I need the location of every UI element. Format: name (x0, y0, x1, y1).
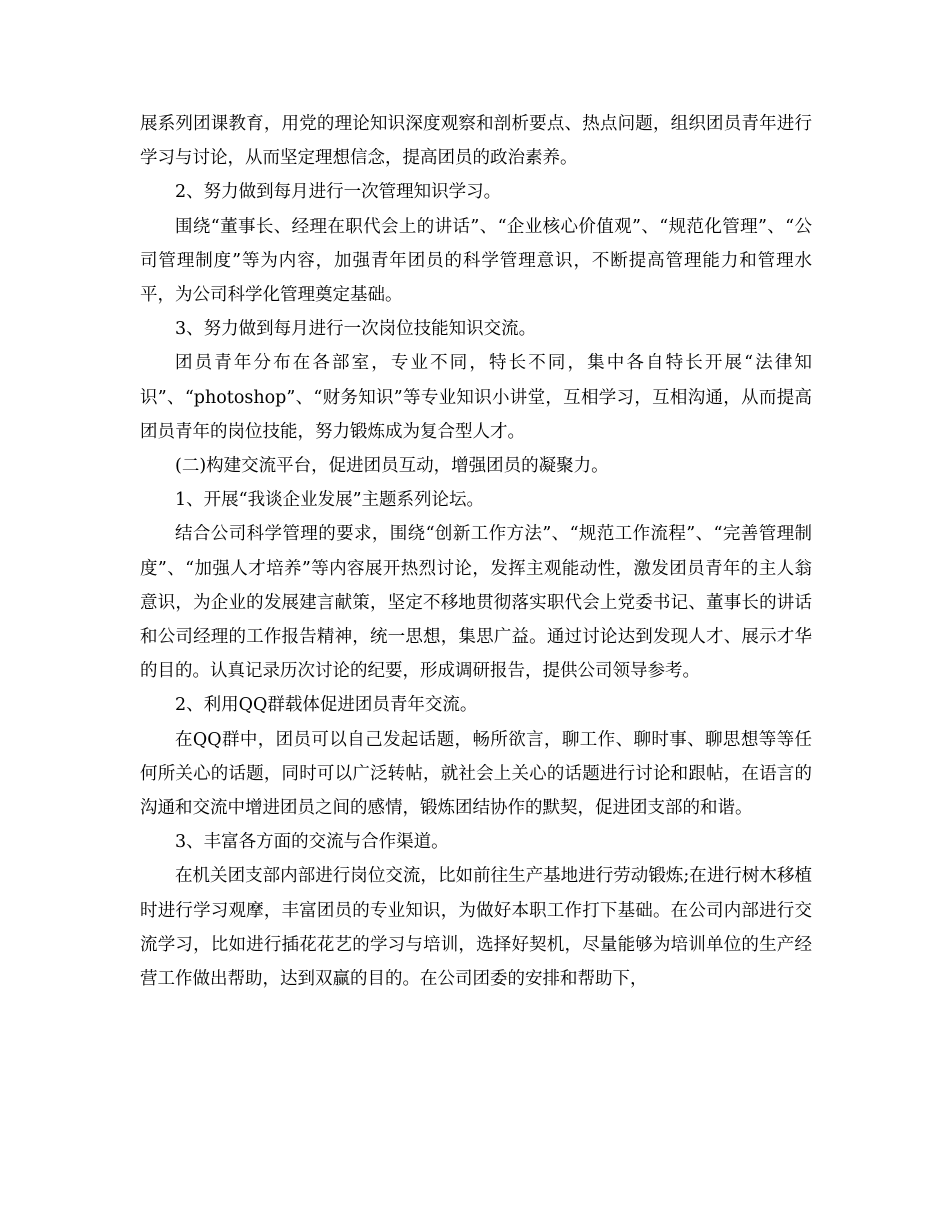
heading-monthly-management-study: 2、努力做到每月进行一次管理知识学习。 (175, 182, 502, 203)
paragraph-skill-exchange: 团员青年分布在各部室，专业不同，特长不同，集中各自特长开展“法律知识”、“photoshop”、“财务知识”等专业知识小讲堂，互相学习，互相沟通，从而提高团员青年的岗位技能，努力锻炼成为复合型人才。 (140, 353, 812, 442)
paragraph-forum-series: 结合公司科学管理的要求，围绕“创新工作方法”、“规范工作流程”、“完善管理制度”、“加强人才培养”等内容展开热烈讨论，发挥主观能动性，激发团员青年的主人翁意识，为企业的发展建言献策，坚定不移地贯彻落实职代会上党委书记、董事长的讲话和公司经理的工作报告精神，统一思想，集思广益。通过讨论达到发现人才、展示才华的目的。认真记录历次讨论的纪要，形成调研报告，提供公司领导参考。 (140, 524, 812, 682)
paragraph-management-study: 围绕“董事长、经理在职代会上的讲话”、“企业核心价值观”、“规范化管理”、“公司管理制度”等为内容，加强青年团员的科学管理意识，不断提高管理能力和管理水平，为公司科学化管理奠定基础。 (140, 216, 812, 306)
heading-forum-series: 1、开展“我谈企业发展”主题系列论坛。 (175, 490, 485, 511)
section-heading-exchange-platform: (二)构建交流平台，促进团员互动，增强团员的凝聚力。 (175, 456, 609, 477)
heading-cooperation-channels: 3、丰富各方面的交流与合作渠道。 (175, 832, 449, 853)
paragraph-cooperation-channels: 在机关团支部内部进行岗位交流，比如前往生产基地进行劳动锻炼;在进行树木移植时进行学习观摩，丰富团员的专业知识，为做好本职工作打下基础。在公司内部进行交流学习，比如进行插花花艺的学习与培训，选择好契机，尽量能够为培训单位的生产经营工作做出帮助，达到双赢的目的。在公司团委的安排和帮助下， (140, 866, 812, 990)
paragraph-qq-group: 在QQ群中，团员可以自己发起话题，畅所欲言，聊工作、聊时事、聊思想等等任何所关心的话题，同时可以广泛转帖，就社会上关心的话题进行讨论和跟帖，在语言的沟通和交流中增进团员之间的感情，锻炼团结协作的默契，促进团支部的和谐。 (140, 729, 812, 819)
document-body (140, 107, 812, 996)
heading-qq-group: 2、利用QQ群载体促进团员青年交流。 (175, 695, 478, 716)
heading-monthly-skill-exchange: 3、努力做到每月进行一次岗位技能知识交流。 (175, 319, 537, 340)
paragraph-1: 展系列团课教育，用党的理论知识深度观察和剖析要点、热点问题，组织团员青年进行学习与讨论，从而坚定理想信念，提高团员的政治素养。 (140, 114, 812, 169)
